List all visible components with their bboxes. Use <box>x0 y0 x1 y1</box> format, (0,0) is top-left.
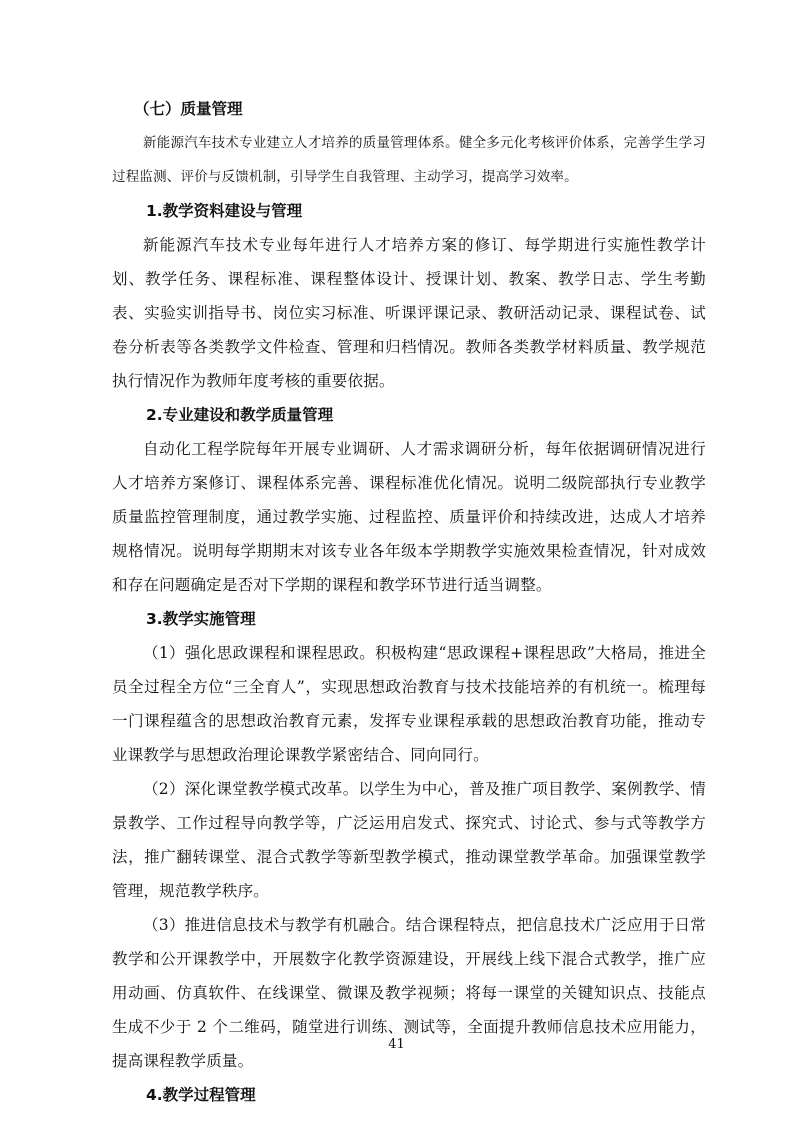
paragraph-ideological-courses: （1）强化思政课程和课程思政。积极构建“思政课程+课程思政”大格局，推进全员全过程全方位“三全育人”，实现思想政治教育与技术技能培养的有机统一。梳理每一门课程蕴含的思想政治教育元素，发挥专业课程承载的思想政治教育功能，推动专业课教学与思想政治理论课教学紧密结合、同向同行。 <box>112 644 706 764</box>
heading-teaching-implementation: 3.教学实施管理 <box>146 610 256 628</box>
paragraph-classroom-reform: （2）深化课堂教学模式改革。以学生为中心，普及推广项目教学、案例教学、情景教学、工作过程导向教学等，广泛运用启发式、探究式、讨论式、参与式等教学方法，推广翻转课堂、混合式教学等新型教学模式，推动课堂教学革命。加强课堂教学管理，规范教学秩序。 <box>112 780 706 900</box>
page-number: 41 <box>388 1037 405 1052</box>
heading-quality-management: 2.专业建设和教学质量管理 <box>146 406 334 424</box>
paragraph-quality-management: 自动化工程学院每年开展专业调研、人才需求调研分析，每年依据调研情况进行人才培养方案修订、课程体系完善、课程标准优化情况。说明二级院部执行专业教学质量监控管理制度，通过教学实施、过程监控、质量评价和持续改进，达成人才培养规格情况。说明每学期期末对该专业各年级本学期教学实施效果检查情况，针对成效和存在问题确定是否对下学期的课程和教学环节进行适当调整。 <box>112 440 706 594</box>
heading-teaching-materials: 1.教学资料建设与管理 <box>146 202 303 220</box>
paragraph-teaching-materials: 新能源汽车技术专业每年进行人才培养方案的修订、每学期进行实施性教学计划、教学任务、课程标准、课程整体设计、授课计划、教案、教学日志、学生考勤表、实验实训指导书、岗位实习标准、听课评课记录、教研活动记录、课程试卷、试卷分析表等各类教学文件检查、管理和归档情况。教师各类教学材料质量、教学规范执行情况作为教师年度考核的重要依据。 <box>112 236 706 390</box>
paragraph-information-technology: （3）推进信息技术与教学有机融合。结合课程特点，把信息技术广泛应用于日常教学和公开课教学中，开展数字化教学资源建设，开展线上线下混合式教学，推广应用动画、仿真软件、在线课堂、微课及教学视频；将每一课堂的关键知识点、技能点生成不少于 2 个二维码，随堂进行训练、测试等，全面提升教师信息技术应用能力，提高课程教学质量。 <box>112 916 706 1070</box>
heading-teaching-process: 4.教学过程管理 <box>146 1086 256 1104</box>
intro-paragraph: 新能源汽车技术专业建立人才培养的质量管理体系。健全多元化考核评价体系，完善学生学习过程监测、评价与反馈机制，引导学生自我管理、主动学习，提高学习效率。 <box>112 135 706 185</box>
section-heading-quality-management: （七）质量管理 <box>134 100 243 118</box>
page-content <box>112 92 706 1112</box>
